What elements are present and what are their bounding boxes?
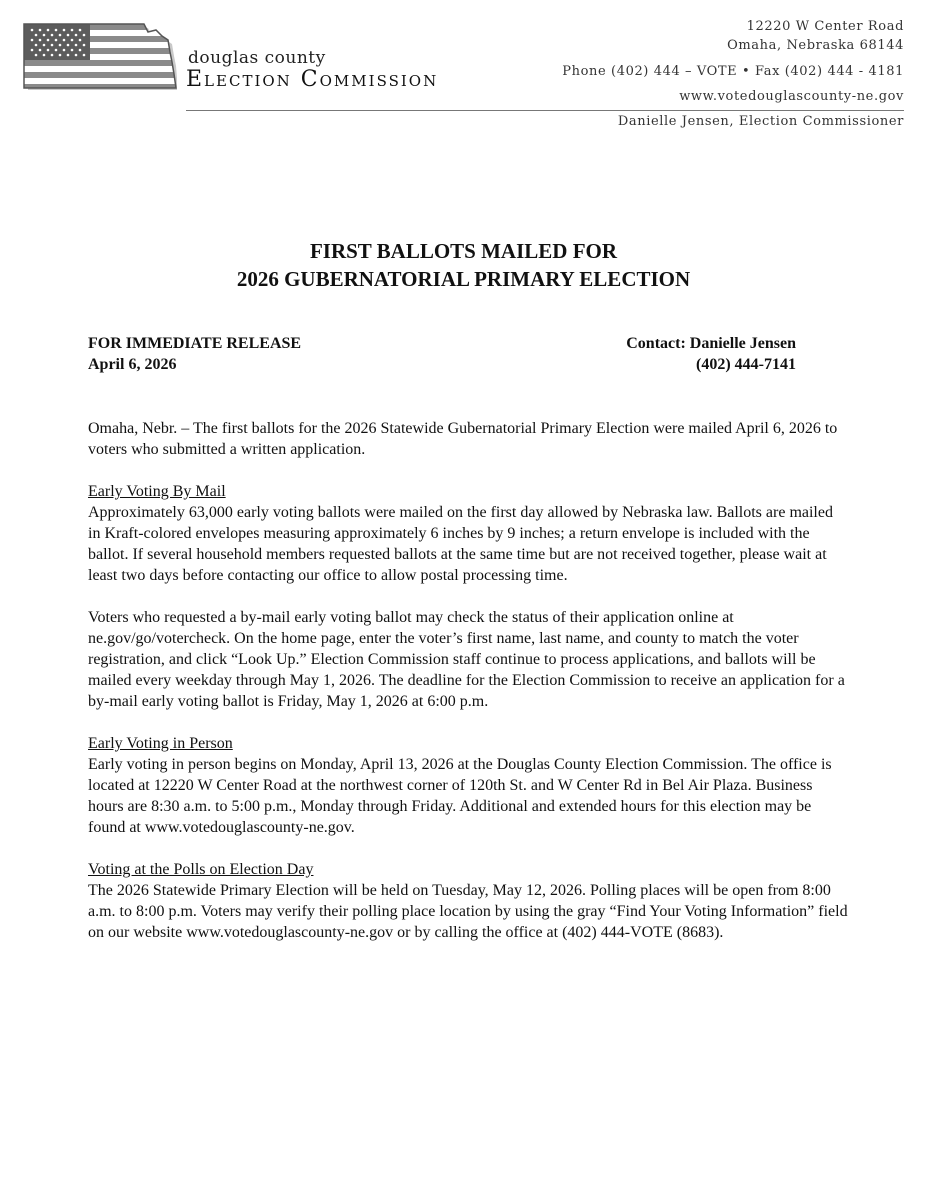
contact-phone: (402) 444-7141 bbox=[696, 356, 796, 373]
release-label: FOR IMMEDIATE RELEASE bbox=[88, 335, 302, 352]
org-name-line1: douglas county bbox=[188, 48, 326, 68]
polls-section-heading: Voting at the Polls on Election Day bbox=[88, 861, 314, 878]
nebraska-flag-logo-icon bbox=[22, 18, 177, 90]
org-name-line2: Election Commission bbox=[186, 67, 439, 92]
press-release-body bbox=[88, 418, 848, 964]
website-link[interactable]: www.votedouglascounty-ne.gov bbox=[679, 89, 904, 104]
mail-section-text: Approximately 63,000 early voting ballots were mailed on the first day allowed by Nebraska law. Ballots are mailed in Kraft-colored envelopes measuring approximately 6 inches by 9 inches; a return envelope is included with the ballot. If several household members requested ballots at the same time but are not received together, please wait at least two days before contacting our office to allow postal processing time. bbox=[88, 504, 833, 584]
intro-paragraph: Omaha, Nebr. – The first ballots for the 2026 Statewide Gubernatorial Primary Election were mailed April 6, 2026 to voters who submitted a written application. bbox=[88, 420, 838, 458]
address-street: 12220 W Center Road bbox=[746, 19, 904, 34]
polls-section bbox=[88, 859, 848, 943]
release-date: April 6, 2026 bbox=[88, 356, 177, 373]
in-person-section bbox=[88, 733, 848, 838]
address-city: Omaha, Nebraska 68144 bbox=[727, 38, 904, 53]
headline-line2: 2026 GUBERNATORIAL PRIMARY ELECTION bbox=[236, 267, 691, 291]
phone-fax: Phone (402) 444 – VOTE • Fax (402) 444 - 4181 bbox=[562, 64, 904, 79]
in-person-section-text: Early voting in person begins on Monday, April 13, 2026 at the Douglas County Election Commission. The office is located at 12220 W Center Road at the northwest corner of 120th St. and W Center Rd in Bel Air Plaza. Business hours are 8:30 a.m. to 5:00 p.m., Monday through Friday. Additional and extended hours for this election may be found at www.votedouglascounty-ne.gov. bbox=[88, 756, 832, 836]
in-person-section-heading: Early Voting in Person bbox=[88, 735, 233, 752]
mail-section-heading: Early Voting By Mail bbox=[88, 483, 226, 500]
contact-name: Contact: Danielle Jensen bbox=[626, 335, 796, 352]
mail-section bbox=[88, 481, 848, 586]
letterhead-divider bbox=[186, 110, 904, 111]
status-paragraph: Voters who requested a by-mail early voting ballot may check the status of their application online at ne.gov/go/votercheck. On the home page, enter the voter’s first name, last name, and county to match the voter registration, and click “Look Up.” Election Commission staff continue to process applications, and ballots will be mailed every weekday through May 1, 2026. The deadline for the Election Commission to receive an application for a by-mail early voting ballot is Friday, May 1, 2026 at 6:00 p.m. bbox=[88, 609, 845, 710]
letterhead bbox=[0, 0, 927, 135]
polls-section-text: The 2026 Statewide Primary Election will be held on Tuesday, May 12, 2026. Polling places will be open from 8:00 a.m. to 8:00 p.m. Voters may verify their polling place location by using the gray “Find Your Voting Information” field on our website www.votedouglascounty-ne.gov or by calling the office at (402) 444-VOTE (8683). bbox=[88, 882, 848, 941]
headline-line1: FIRST BALLOTS MAILED FOR bbox=[309, 239, 618, 263]
commissioner-name: Danielle Jensen, Election Commissioner bbox=[617, 114, 904, 129]
